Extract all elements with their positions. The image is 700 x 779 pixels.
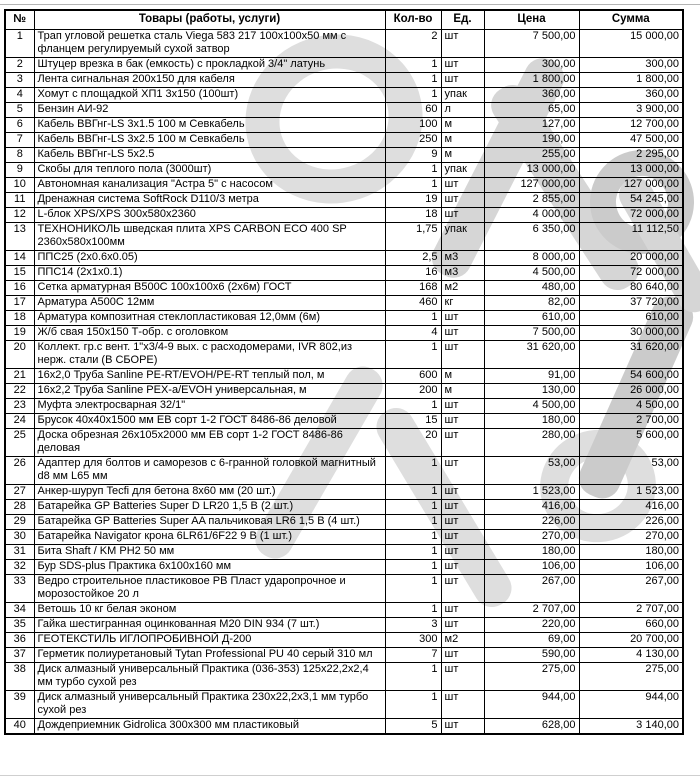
item-price: 190,00 <box>484 133 579 148</box>
item-sum: 26 000,00 <box>579 384 683 399</box>
item-price: 610,00 <box>484 311 579 326</box>
row-number: 36 <box>5 633 34 648</box>
item-name: Кабель ВВГнг-LS 3x1.5 100 м Севкабель <box>34 118 385 133</box>
table-row <box>5 251 683 266</box>
item-name: 16x2,2 Труба Sanline PEX-a/EVOH универсальная, м <box>34 384 385 399</box>
item-sum: 360,00 <box>579 88 683 103</box>
item-quantity: 4 <box>385 326 441 341</box>
item-sum: 31 620,00 <box>579 341 683 369</box>
row-number: 24 <box>5 414 34 429</box>
item-quantity: 250 <box>385 133 441 148</box>
item-name: Скобы для теплого пола (3000шт) <box>34 163 385 178</box>
item-sum: 300,00 <box>579 58 683 73</box>
row-number: 11 <box>5 193 34 208</box>
row-number: 17 <box>5 296 34 311</box>
table-row <box>5 719 683 735</box>
item-unit: кг <box>441 296 484 311</box>
item-sum: 47 500,00 <box>579 133 683 148</box>
item-price: 4 000,00 <box>484 208 579 223</box>
table-row <box>5 618 683 633</box>
item-name: ГЕОТЕКСТИЛЬ ИГЛОПРОБИВНОЙ Д-200 <box>34 633 385 648</box>
item-sum: 1 800,00 <box>579 73 683 88</box>
item-unit: м <box>441 148 484 163</box>
item-sum: 13 000,00 <box>579 163 683 178</box>
item-unit: шт <box>441 399 484 414</box>
item-price: 8 000,00 <box>484 251 579 266</box>
item-name: Батарейка GP Batteries Super AA пальчиковая LR6 1,5 В (4 шт.) <box>34 515 385 530</box>
row-number: 34 <box>5 603 34 618</box>
item-quantity: 1 <box>385 73 441 88</box>
row-number: 27 <box>5 485 34 500</box>
item-quantity: 1 <box>385 603 441 618</box>
item-unit: шт <box>441 485 484 500</box>
item-unit: м <box>441 384 484 399</box>
item-sum: 15 000,00 <box>579 30 683 58</box>
item-price: 127 000,00 <box>484 178 579 193</box>
item-price: 480,00 <box>484 281 579 296</box>
item-sum: 20 000,00 <box>579 251 683 266</box>
item-sum: 11 112,50 <box>579 223 683 251</box>
item-name: Сетка арматурная В500С 100x100x6 (2x6м) ГОСТ <box>34 281 385 296</box>
table-row <box>5 429 683 457</box>
item-quantity: 1 <box>385 399 441 414</box>
row-number: 7 <box>5 133 34 148</box>
item-unit: м <box>441 118 484 133</box>
row-number: 3 <box>5 73 34 88</box>
item-unit: м2 <box>441 281 484 296</box>
table-row <box>5 208 683 223</box>
item-unit: шт <box>441 457 484 485</box>
item-sum: 20 700,00 <box>579 633 683 648</box>
item-quantity: 1 <box>385 88 441 103</box>
item-name: Хомут с площадкой ХП1 3x150 (100шт) <box>34 88 385 103</box>
table-row <box>5 311 683 326</box>
item-unit: шт <box>441 73 484 88</box>
row-number: 33 <box>5 575 34 603</box>
row-number: 26 <box>5 457 34 485</box>
item-name: Арматура А500С 12мм <box>34 296 385 311</box>
item-price: 31 620,00 <box>484 341 579 369</box>
table-row <box>5 281 683 296</box>
item-name: Бур SDS-plus Практика 6x100x160 мм <box>34 560 385 575</box>
header-row <box>5 10 683 30</box>
table-row <box>5 341 683 369</box>
item-quantity: 1 <box>385 545 441 560</box>
item-quantity: 60 <box>385 103 441 118</box>
table-row <box>5 148 683 163</box>
item-price: 300,00 <box>484 58 579 73</box>
row-number: 23 <box>5 399 34 414</box>
item-name: Коллект. гр.с вент. 1"x3/4-9 вых. с расходомерами, IVR 802,из нерж. стали (В СБОРЕ) <box>34 341 385 369</box>
row-number: 22 <box>5 384 34 399</box>
item-name: Трап угловой решетка сталь Viega 583 217 100x100x50 мм с фланцем регулируемый сухой затвор <box>34 30 385 58</box>
item-sum: 37 720,00 <box>579 296 683 311</box>
table-row <box>5 73 683 88</box>
item-quantity: 2,5 <box>385 251 441 266</box>
row-number: 28 <box>5 500 34 515</box>
item-unit: шт <box>441 414 484 429</box>
item-price: 1 523,00 <box>484 485 579 500</box>
item-name: Адаптер для болтов и саморезов с 6-гранной головкой магнитный d8 мм L65 мм <box>34 457 385 485</box>
item-price: 4 500,00 <box>484 266 579 281</box>
item-sum: 5 600,00 <box>579 429 683 457</box>
item-unit: шт <box>441 58 484 73</box>
table-row <box>5 178 683 193</box>
item-name: 16x2,0 Труба Sanline PE-RT/EVOH/PE-RT теплый пол, м <box>34 369 385 384</box>
header-goods: Товары (работы, услуги) <box>34 10 385 30</box>
item-sum: 80 640,00 <box>579 281 683 296</box>
table-row <box>5 58 683 73</box>
item-quantity: 15 <box>385 414 441 429</box>
item-sum: 12 700,00 <box>579 118 683 133</box>
item-sum: 54 245,00 <box>579 193 683 208</box>
item-sum: 2 707,00 <box>579 603 683 618</box>
item-name: Диск алмазный универсальный Практика 230x22,2x3,1 мм турбо сухой рез <box>34 691 385 719</box>
row-number: 15 <box>5 266 34 281</box>
table-row <box>5 296 683 311</box>
item-price: 180,00 <box>484 414 579 429</box>
item-unit: м3 <box>441 266 484 281</box>
item-price: 275,00 <box>484 663 579 691</box>
row-number: 29 <box>5 515 34 530</box>
item-quantity: 18 <box>385 208 441 223</box>
item-unit: шт <box>441 429 484 457</box>
item-unit: м2 <box>441 633 484 648</box>
row-number: 12 <box>5 208 34 223</box>
item-name: Батарейка Navigator крона 6LR61/6F22 9 В (1 шт.) <box>34 530 385 545</box>
item-name: Дождеприемник Gidrolica 300x300 мм пластиковый <box>34 719 385 735</box>
item-price: 280,00 <box>484 429 579 457</box>
item-quantity: 20 <box>385 429 441 457</box>
row-number: 37 <box>5 648 34 663</box>
item-unit: м <box>441 133 484 148</box>
row-number: 30 <box>5 530 34 545</box>
item-sum: 54 600,00 <box>579 369 683 384</box>
item-quantity: 1 <box>385 163 441 178</box>
invoice-table-body <box>5 30 683 735</box>
table-row <box>5 691 683 719</box>
item-unit: шт <box>441 311 484 326</box>
item-name: Бензин АИ-92 <box>34 103 385 118</box>
row-number: 9 <box>5 163 34 178</box>
item-quantity: 460 <box>385 296 441 311</box>
item-price: 416,00 <box>484 500 579 515</box>
item-quantity: 5 <box>385 719 441 735</box>
row-number: 8 <box>5 148 34 163</box>
item-unit: упак <box>441 88 484 103</box>
table-row <box>5 414 683 429</box>
item-name: Автономная канализация "Астра 5" с насосом <box>34 178 385 193</box>
item-price: 2 855,00 <box>484 193 579 208</box>
item-name: Ж/б свая 150x150 Т-обр. с оголовком <box>34 326 385 341</box>
item-unit: м <box>441 369 484 384</box>
item-price: 69,00 <box>484 633 579 648</box>
item-name: Брусок 40x40x1500 мм ЕВ сорт 1-2 ГОСТ 8486-86 деловой <box>34 414 385 429</box>
item-quantity: 1 <box>385 530 441 545</box>
row-number: 13 <box>5 223 34 251</box>
table-row <box>5 223 683 251</box>
table-row <box>5 500 683 515</box>
header-number: № <box>5 10 34 30</box>
item-price: 270,00 <box>484 530 579 545</box>
item-quantity: 7 <box>385 648 441 663</box>
item-price: 255,00 <box>484 148 579 163</box>
item-sum: 1 523,00 <box>579 485 683 500</box>
item-sum: 2 700,00 <box>579 414 683 429</box>
table-row <box>5 515 683 530</box>
table-row <box>5 457 683 485</box>
row-number: 4 <box>5 88 34 103</box>
table-row <box>5 193 683 208</box>
item-name: Диск алмазный универсальный Практика (036-353) 125x22,2x2,4 мм турбо сухой рез <box>34 663 385 691</box>
row-number: 14 <box>5 251 34 266</box>
item-price: 130,00 <box>484 384 579 399</box>
item-quantity: 19 <box>385 193 441 208</box>
item-sum: 2 295,00 <box>579 148 683 163</box>
item-name: ППС25 (2x0.6x0.05) <box>34 251 385 266</box>
item-unit: шт <box>441 193 484 208</box>
item-unit: шт <box>441 560 484 575</box>
item-price: 2 707,00 <box>484 603 579 618</box>
header-quantity: Кол-во <box>385 10 441 30</box>
item-quantity: 1 <box>385 311 441 326</box>
table-row <box>5 30 683 58</box>
item-unit: шт <box>441 515 484 530</box>
item-price: 1 800,00 <box>484 73 579 88</box>
item-sum: 944,00 <box>579 691 683 719</box>
item-unit: шт <box>441 648 484 663</box>
item-name: Кабель ВВГнг-LS 5x2.5 <box>34 148 385 163</box>
item-name: Дренажная система SoftRock D110/3 метра <box>34 193 385 208</box>
table-row <box>5 163 683 178</box>
item-unit: упак <box>441 163 484 178</box>
header-price: Цена <box>484 10 579 30</box>
item-quantity: 3 <box>385 618 441 633</box>
invoice-table-header <box>5 10 683 30</box>
item-unit: шт <box>441 618 484 633</box>
table-row <box>5 560 683 575</box>
item-unit: шт <box>441 575 484 603</box>
table-row <box>5 384 683 399</box>
item-sum: 127 000,00 <box>579 178 683 193</box>
item-price: 106,00 <box>484 560 579 575</box>
item-quantity: 1 <box>385 691 441 719</box>
item-price: 628,00 <box>484 719 579 735</box>
table-row <box>5 530 683 545</box>
item-name: Герметик полиуретановый Tytan Professional PU 40 серый 310 мл <box>34 648 385 663</box>
item-price: 226,00 <box>484 515 579 530</box>
table-row <box>5 88 683 103</box>
table-row <box>5 399 683 414</box>
item-name: Муфта электросварная 32/1" <box>34 399 385 414</box>
item-unit: шт <box>441 341 484 369</box>
item-name: L-блок XPS/XPS 300x580x2360 <box>34 208 385 223</box>
item-name: Лента сигнальная 200x150 для кабеля <box>34 73 385 88</box>
item-quantity: 9 <box>385 148 441 163</box>
item-name: Доска обрезная 26x105x2000 мм ЕВ сорт 1-2 ГОСТ 8486-86 деловая <box>34 429 385 457</box>
item-price: 6 350,00 <box>484 223 579 251</box>
item-price: 91,00 <box>484 369 579 384</box>
item-quantity: 1 <box>385 663 441 691</box>
item-unit: шт <box>441 719 484 735</box>
item-sum: 30 000,00 <box>579 326 683 341</box>
item-quantity: 16 <box>385 266 441 281</box>
item-unit: шт <box>441 603 484 618</box>
item-sum: 610,00 <box>579 311 683 326</box>
item-unit: шт <box>441 326 484 341</box>
item-price: 65,00 <box>484 103 579 118</box>
item-name: Анкер-шуруп Tecfi для бетона 8x60 мм (20 шт.) <box>34 485 385 500</box>
item-price: 220,00 <box>484 618 579 633</box>
item-quantity: 1 <box>385 58 441 73</box>
item-name: ППС14 (2x1x0.1) <box>34 266 385 281</box>
item-quantity: 300 <box>385 633 441 648</box>
item-price: 267,00 <box>484 575 579 603</box>
item-price: 4 500,00 <box>484 399 579 414</box>
item-price: 7 500,00 <box>484 326 579 341</box>
item-quantity: 1,75 <box>385 223 441 251</box>
item-unit: л <box>441 103 484 118</box>
item-name: Кабель ВВГнг-LS 3x2.5 100 м Севкабель <box>34 133 385 148</box>
row-number: 2 <box>5 58 34 73</box>
item-quantity: 100 <box>385 118 441 133</box>
item-price: 180,00 <box>484 545 579 560</box>
item-sum: 3 140,00 <box>579 719 683 735</box>
table-row <box>5 663 683 691</box>
item-sum: 72 000,00 <box>579 266 683 281</box>
item-quantity: 1 <box>385 341 441 369</box>
item-name: ТЕХНОНИКОЛЬ шведская плита XPS CARBON ECO 400 SP 2360x580x100мм <box>34 223 385 251</box>
item-name: Гайка шестигранная оцинкованная М20 DIN 934 (7 шт.) <box>34 618 385 633</box>
table-row <box>5 369 683 384</box>
table-row <box>5 575 683 603</box>
row-number: 32 <box>5 560 34 575</box>
table-row <box>5 545 683 560</box>
item-price: 7 500,00 <box>484 30 579 58</box>
row-number: 6 <box>5 118 34 133</box>
item-quantity: 1 <box>385 457 441 485</box>
row-number: 19 <box>5 326 34 341</box>
item-sum: 4 130,00 <box>579 648 683 663</box>
item-unit: шт <box>441 500 484 515</box>
item-name: Ведро строительное пластиковое РВ Пласт ударопрочное и морозостойкое 20 л <box>34 575 385 603</box>
item-quantity: 1 <box>385 575 441 603</box>
row-number: 5 <box>5 103 34 118</box>
item-quantity: 2 <box>385 30 441 58</box>
row-number: 21 <box>5 369 34 384</box>
row-number: 25 <box>5 429 34 457</box>
item-name: Бита Shaft / KM PH2 50 мм <box>34 545 385 560</box>
item-unit: шт <box>441 178 484 193</box>
item-quantity: 1 <box>385 515 441 530</box>
row-number: 1 <box>5 30 34 58</box>
table-row <box>5 603 683 618</box>
row-number: 31 <box>5 545 34 560</box>
item-unit: шт <box>441 530 484 545</box>
item-price: 360,00 <box>484 88 579 103</box>
item-unit: шт <box>441 691 484 719</box>
item-unit: упак <box>441 223 484 251</box>
item-price: 127,00 <box>484 118 579 133</box>
item-sum: 4 500,00 <box>579 399 683 414</box>
item-price: 944,00 <box>484 691 579 719</box>
item-quantity: 1 <box>385 485 441 500</box>
item-sum: 72 000,00 <box>579 208 683 223</box>
item-quantity: 1 <box>385 500 441 515</box>
row-number: 18 <box>5 311 34 326</box>
item-unit: м3 <box>441 251 484 266</box>
table-row <box>5 133 683 148</box>
table-row <box>5 326 683 341</box>
row-number: 20 <box>5 341 34 369</box>
item-sum: 660,00 <box>579 618 683 633</box>
table-row <box>5 633 683 648</box>
row-number: 16 <box>5 281 34 296</box>
table-row <box>5 485 683 500</box>
item-sum: 416,00 <box>579 500 683 515</box>
item-sum: 267,00 <box>579 575 683 603</box>
item-quantity: 600 <box>385 369 441 384</box>
item-price: 82,00 <box>484 296 579 311</box>
table-row <box>5 266 683 281</box>
table-row <box>5 118 683 133</box>
item-quantity: 1 <box>385 178 441 193</box>
item-sum: 3 900,00 <box>579 103 683 118</box>
row-number: 35 <box>5 618 34 633</box>
row-number: 10 <box>5 178 34 193</box>
item-quantity: 1 <box>385 560 441 575</box>
item-unit: шт <box>441 663 484 691</box>
item-price: 53,00 <box>484 457 579 485</box>
table-row <box>5 648 683 663</box>
item-sum: 106,00 <box>579 560 683 575</box>
item-unit: шт <box>441 545 484 560</box>
item-sum: 270,00 <box>579 530 683 545</box>
item-price: 13 000,00 <box>484 163 579 178</box>
invoice-table <box>4 9 684 735</box>
item-unit: шт <box>441 208 484 223</box>
row-number: 38 <box>5 663 34 691</box>
item-sum: 180,00 <box>579 545 683 560</box>
header-sum: Сумма <box>579 10 683 30</box>
item-sum: 275,00 <box>579 663 683 691</box>
item-name: Ветошь 10 кг белая эконом <box>34 603 385 618</box>
row-number: 40 <box>5 719 34 735</box>
table-row <box>5 103 683 118</box>
item-name: Арматура композитная стеклопластиковая 12,0мм (6м) <box>34 311 385 326</box>
item-unit: шт <box>441 30 484 58</box>
row-number: 39 <box>5 691 34 719</box>
item-sum: 226,00 <box>579 515 683 530</box>
item-quantity: 168 <box>385 281 441 296</box>
item-price: 590,00 <box>484 648 579 663</box>
item-name: Батарейка GP Batteries Super D LR20 1,5 В (2 шт.) <box>34 500 385 515</box>
header-unit: Ед. <box>441 10 484 30</box>
item-quantity: 200 <box>385 384 441 399</box>
item-sum: 53,00 <box>579 457 683 485</box>
item-name: Штуцер врезка в бак (емкость) с прокладкой 3/4" латунь <box>34 58 385 73</box>
